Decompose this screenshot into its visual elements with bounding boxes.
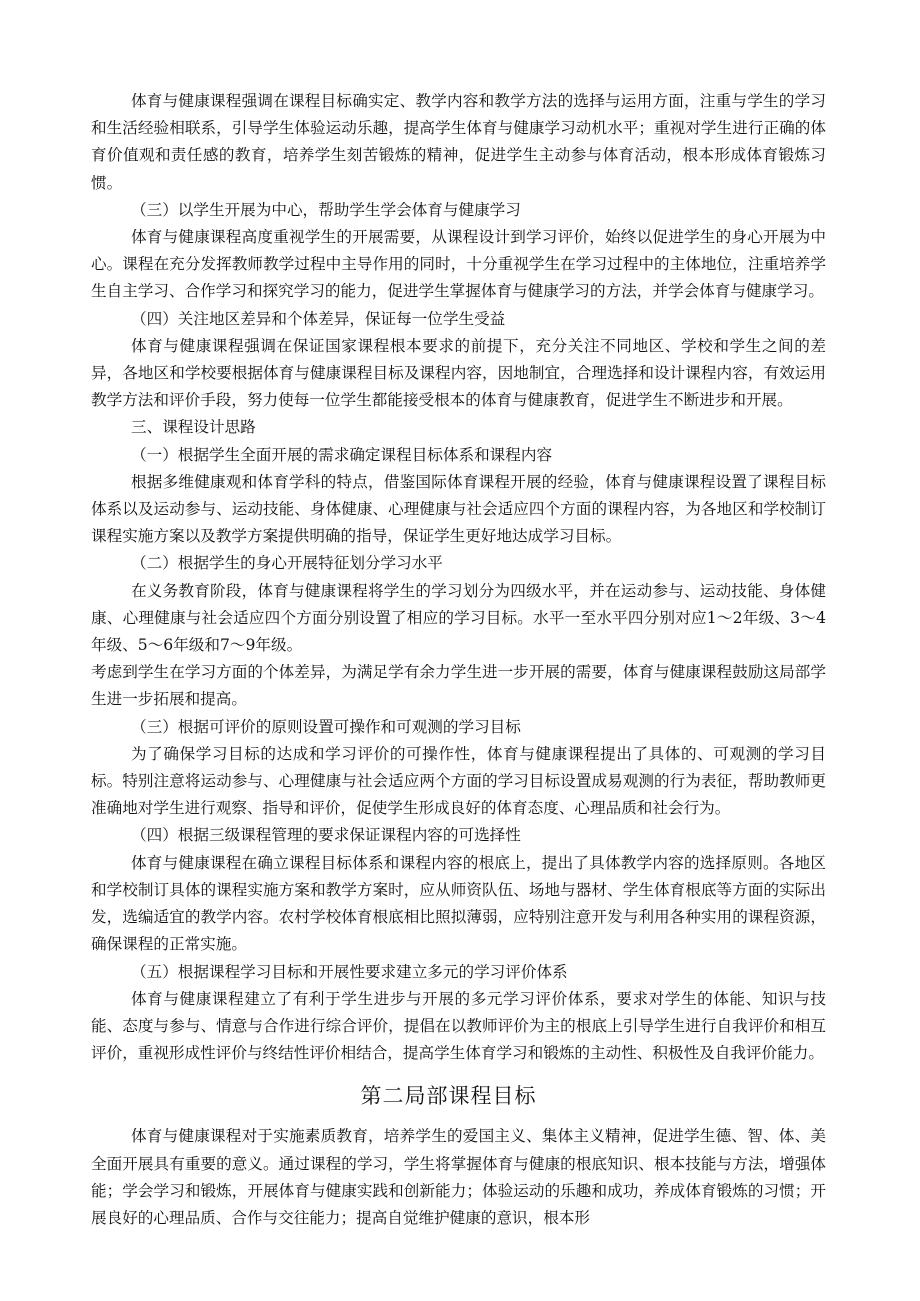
subsection-heading: （四）根据三级课程管理的要求保证课程内容的可选择性 <box>131 826 521 845</box>
paragraph: 考虑到学生在学习方面的个体差异，为满足学有余力学生进一步开展的需要，体育与健康课程鼓励这局部学生进一步拓展和提高。 <box>91 663 826 709</box>
paragraph: 为了确保学习目标的达成和学习评价的可操作性，体育与健康课程提出了具体的、可观测的学习目标。特别注意将运动参与、心理健康与社会适应两个方面的学习目标设置成易观测的行为表征，帮助教师更准确地对学生进行观察、指导和评价，促使学生形成良好的体育态度、心理品质和社会行为。 <box>91 744 826 818</box>
paragraph: 体育与健康课程在确立课程目标体系和课程内容的根底上，提出了具体教学内容的选择原则。各地区和学校制订具体的课程实施方案和教学方案时，应从师资队伍、场地与器材、学生体育根底等方面的实际出发，选编适宜的教学内容。农村学校体育根底相比照拟薄弱，应特别注意开发与利用各种实用的课程资源，确保课程的正常实施。 <box>91 853 826 954</box>
subsection-heading: （二）根据学生的身心开展特征划分学习水平 <box>131 554 443 573</box>
paragraph: 体育与健康课程强调在保证国家课程根本要求的前提下，充分关注不同地区、学校和学生之间的差异，各地区和学校要根据体育与健康课程目标及课程内容，因地制宜，合理选择和设计课程内容，有效运用教学方法和评价手段，努力使每一位学生都能接受根本的体育与健康教育，促进学生不断进步和开展。 <box>91 336 826 410</box>
paragraph: 体育与健康课程高度重视学生的开展需要，从课程设计到学习评价，始终以促进学生的身心开展为中心。课程在充分发挥教师教学过程中主导作用的同时，十分重视学生在学习过程中的主体地位，注重培养学生自主学习、合作学习和探究学习的能力，促进学生掌握体育与健康学习的方法，并学会体育与健康学习。 <box>91 228 826 301</box>
document-body <box>91 88 826 1232</box>
paragraph: 体育与健康课程对于实施素质教育，培养学生的爱国主义、集体主义精神，促进学生德、智、体、美全面开展具有重要的意义。通过课程的学习，学生将掌握体育与健康的根底知识、根本技能与方法，增强体能；学会学习和锻炼，开展体育与健康实践和创新能力；体验运动的乐趣和成功，养成体育锻炼的习惯；开展良好的心理品质、合作与交往能力；提高自觉维护健康的意识，根本形 <box>91 1127 826 1227</box>
subsection-heading: （三）根据可评价的原则设置可操作和可观测的学习目标 <box>131 717 521 736</box>
subsection-heading: （四）关注地区差异和个体差异，保证每一位学生受益 <box>131 309 506 328</box>
paragraph: 体育与健康课程建立了有利于学生进步与开展的多元学习评价体系，要求对学生的体能、知识与技能、态度与参与、情意与合作进行综合评价，提倡在以教师评价为主的根底上引导学生进行自我评价和相互评价，重视形成性评价与终结性评价相结合，提高学生体育学习和锻炼的主动性、积极性及自我评价能力。 <box>91 989 826 1063</box>
subsection-heading: （三）以学生开展为中心，帮助学生学会体育与健康学习 <box>131 200 521 219</box>
paragraph: 根据多维健康观和体育学科的特点，借鉴国际体育课程开展的经验，体育与健康课程设置了课程目标体系以及运动参与、运动技能、身体健康、心理健康与社会适应四个方面的课程内容，为各地区和学校制订课程实施方案以及教学方案提供明确的指导，保证学生更好地达成学习目标。 <box>91 472 826 546</box>
subsection-heading: （五）根据课程学习目标和开展性要求建立多元的学习评价体系 <box>131 962 568 981</box>
section-heading: 三、课程设计思路 <box>131 418 256 437</box>
paragraph: 在义务教育阶段，体育与健康课程将学生的学习划分为四级水平，并在运动参与、运动技能、身体健康、心理健康与社会适应四个方面分别设置了相应的学习目标。水平一至水平四分别对应1～2年级、3～4年级、5～6年级和7～9年级。 <box>91 581 826 655</box>
chapter-heading: 第二局部课程目标 <box>360 1084 537 1109</box>
subsection-heading: （一）根据学生全面开展的需求确定课程目标体系和课程内容 <box>131 445 553 464</box>
paragraph: 体育与健康课程强调在课程目标确实定、教学内容和教学方法的选择与运用方面，注重与学生的学习和生活经验相联系，引导学生体验运动乐趣，提高学生体育与健康学习动机水平；重视对学生进行正确的体育价值观和责任感的教育，培养学生刻苦锻炼的精神，促进学生主动参与体育活动，根本形成体育锻炼习惯。 <box>91 92 826 192</box>
